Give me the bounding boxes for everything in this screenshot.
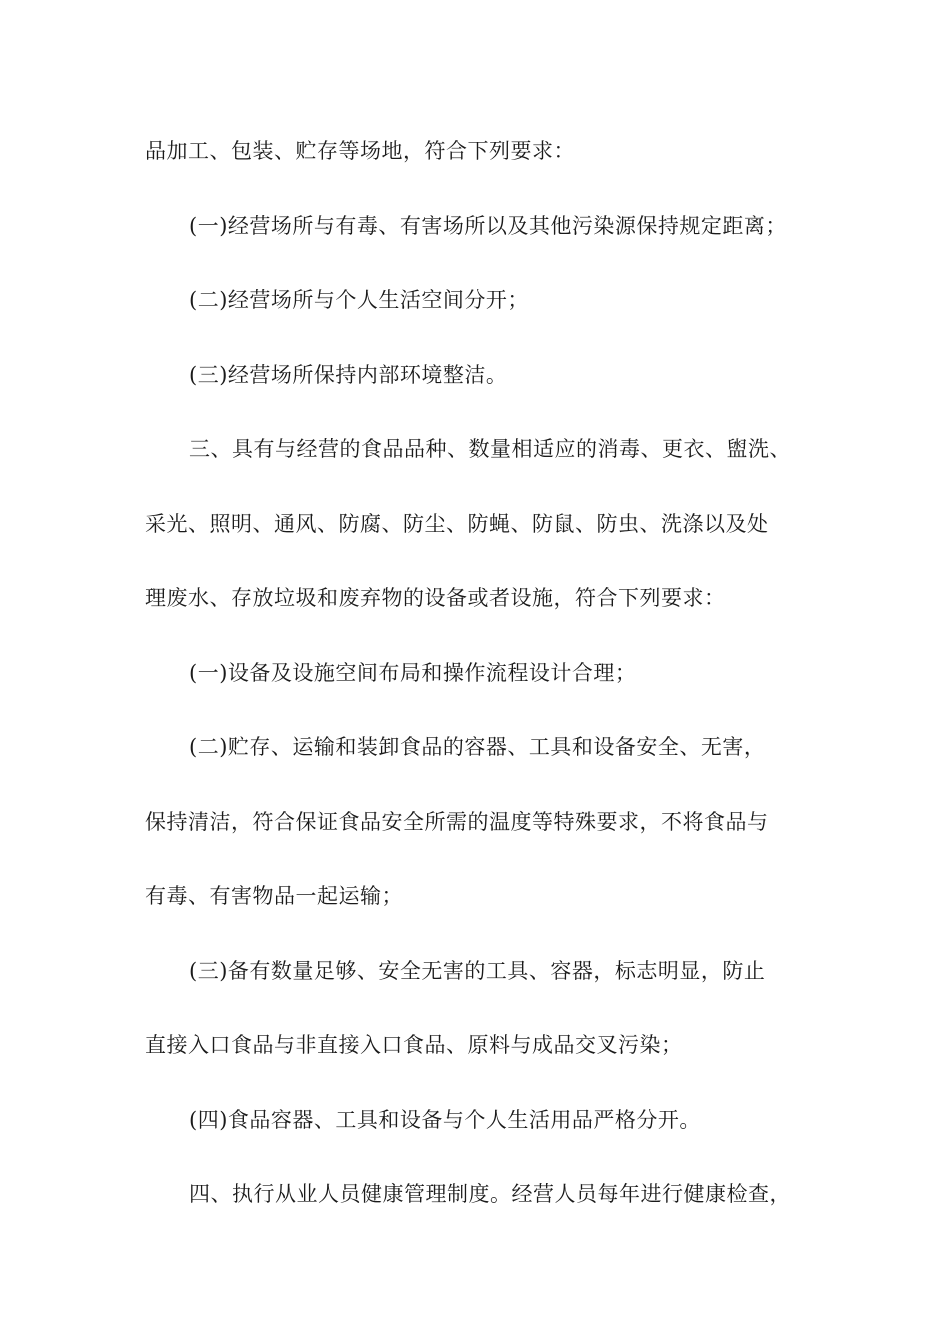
document-body bbox=[145, 130, 835, 1248]
paragraph-line: 采光、照明、通风、防腐、防尘、防蝇、防鼠、防虫、洗涤以及处 bbox=[145, 511, 769, 536]
paragraph-line: (一)经营场所与有毒、有害场所以及其他污染源保持规定距离； bbox=[189, 213, 787, 238]
paragraph-line: (三)备有数量足够、安全无害的工具、容器，标志明显，防止 bbox=[189, 958, 766, 983]
paragraph-line: (二)经营场所与个人生活空间分开； bbox=[189, 288, 529, 312]
paragraph-line: 直接入口食品与非直接入口食品、原料与成品交叉污染； bbox=[145, 1033, 683, 1057]
paragraph-line: 保持清洁，符合保证食品安全所需的温度等特殊要求，不将食品与 bbox=[145, 809, 769, 834]
paragraph-line: (四)食品容器、工具和设备与个人生活用品严格分开。 bbox=[189, 1107, 701, 1132]
paragraph-line: 有毒、有害物品一起运输； bbox=[145, 884, 403, 908]
paragraph-line: 三、具有与经营的食品品种、数量相适应的消毒、更衣、盥洗、 bbox=[189, 437, 791, 461]
paragraph-line: (一)设备及设施空间布局和操作流程设计合理； bbox=[189, 660, 637, 685]
paragraph-line: 四、执行从业人员健康管理制度。经营人员每年进行健康检查， bbox=[189, 1182, 791, 1206]
paragraph-line: 品加工、包装、贮存等场地，符合下列要求： bbox=[145, 139, 575, 163]
paragraph-line: (三)经营场所保持内部环境整洁。 bbox=[189, 362, 508, 387]
paragraph-line: 理废水、存放垃圾和废弃物的设备或者设施，符合下列要求： bbox=[145, 586, 726, 610]
paragraph-line: (二)贮存、运输和装卸食品的容器、工具和设备安全、无害， bbox=[189, 735, 766, 759]
